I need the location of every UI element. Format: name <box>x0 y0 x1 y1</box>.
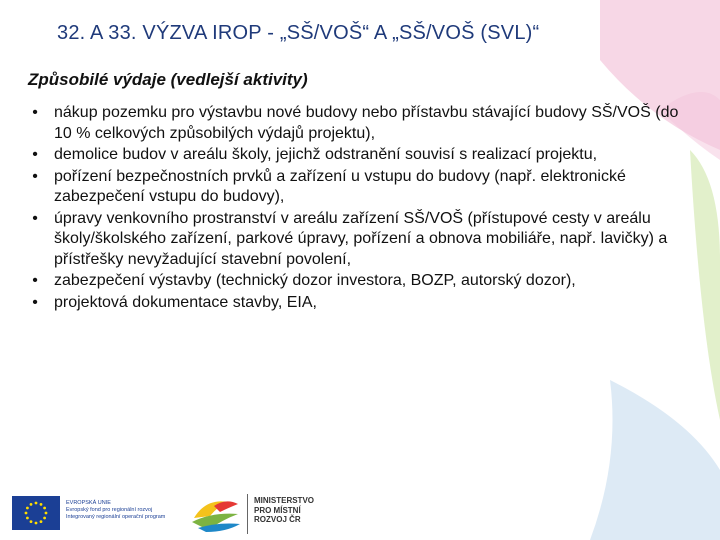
eu-text-line: Integrovaný regionální operační program <box>66 514 166 520</box>
bullet-text: nákup pozemku pro výstavbu nové budovy nebo přístavbu stávající budovy SŠ/VOŠ (do 10 % celkových způsobilých výdajů projektu), <box>54 104 679 142</box>
bullet-symbol: • <box>32 146 38 163</box>
ministry-text-line: MINISTERSTVO <box>254 496 315 505</box>
bullet-symbol: • <box>32 209 38 227</box>
slide-subtitle: Způsobilé výdaje (vedlejší aktivity) <box>28 70 308 89</box>
eu-flag-icon <box>12 496 60 530</box>
slide-title: 32. A 33. VÝZVA IROP - „SŠ/VOŠ“ A „SŠ/VOŠ (SVL)“ <box>57 22 540 44</box>
bullet-list <box>28 103 688 314</box>
bullet-symbol: • <box>32 272 38 289</box>
bullet-text: projektová dokumentace stavby, EIA, <box>54 293 317 311</box>
eu-text-line: Evropský fond pro regionální rozvoj <box>66 507 153 513</box>
bullet-item <box>28 293 688 314</box>
bullet-item <box>28 167 688 208</box>
footer-logos <box>0 488 720 540</box>
bullet-text: zabezpečení výstavby (technický dozor investora, BOZP, autorský dozor), <box>54 272 576 289</box>
eu-program-text <box>66 500 165 521</box>
logo-separator <box>247 494 248 534</box>
bullet-item <box>28 103 688 144</box>
bullet-text: pořízení bezpečnostních prvků a zařízení u vstupu do budovy (např. elektronické zabezpečení vstupu do budovy), <box>54 167 626 205</box>
eu-text-line: EVROPSKÁ UNIE <box>66 500 111 506</box>
bullet-symbol: • <box>32 293 38 311</box>
deco-green-shape <box>690 150 720 420</box>
bullet-symbol: • <box>32 167 38 185</box>
ministry-text-line: PRO MÍSTNÍ <box>254 505 301 515</box>
bullet-symbol: • <box>32 104 38 121</box>
ministry-logo-icon <box>188 492 244 534</box>
bullet-item <box>28 271 688 292</box>
bullet-item <box>28 145 688 166</box>
bullet-item <box>28 209 688 271</box>
bullet-text: úpravy venkovního prostranství v areálu zařízení SŠ/VOŠ (přístupové cesty v areálu školy/školského zařízení, parkové úpravy, pořízení a obnova mobiliáře, např. lavičky) a přístřešky nevyžadující stavební povolení, <box>54 209 668 268</box>
ministry-text-line: ROZVOJ ČR <box>254 515 301 524</box>
bullet-text: demolice budov v areálu školy, jejichž odstranění souvisí s realizací projektu, <box>54 146 598 163</box>
ministry-text <box>254 496 314 525</box>
